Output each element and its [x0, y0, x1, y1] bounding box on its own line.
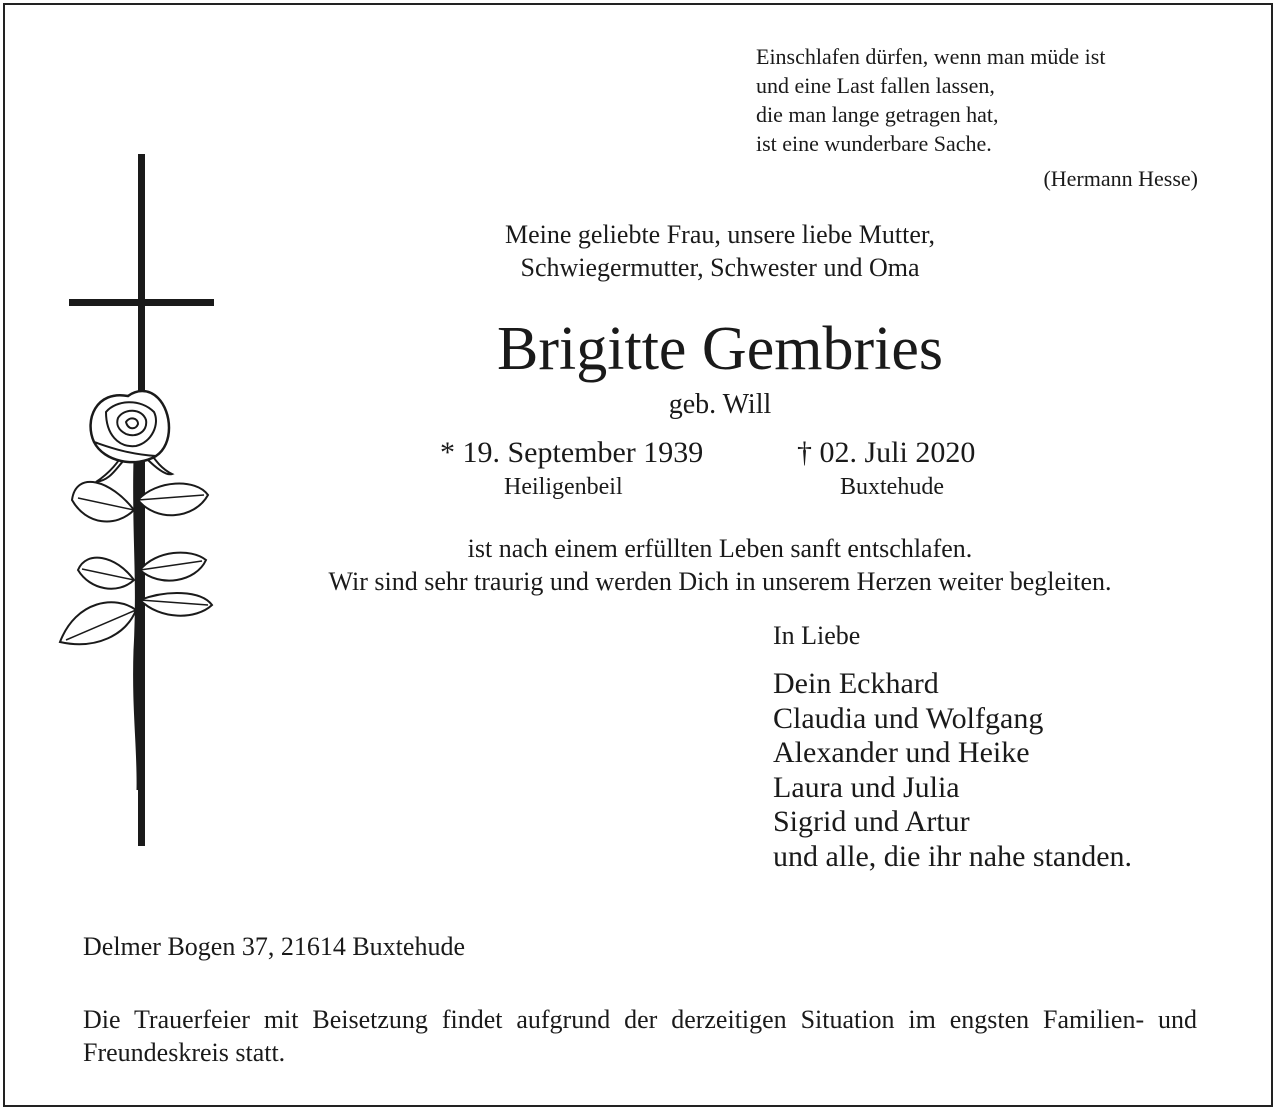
intro-text [250, 218, 1190, 284]
family-member: Alexander und Heike [773, 736, 1030, 769]
address: Delmer Bogen 37, 21614 Buxtehude [83, 932, 465, 961]
quote-line: und eine Last fallen lassen, [756, 73, 995, 98]
cross-rose-illustration [56, 150, 221, 850]
in-love-label: In Liebe [773, 621, 861, 650]
intro-line: Meine geliebte Frau, unsere liebe Mutter, [505, 220, 935, 249]
family-member: Dein Eckhard [773, 667, 939, 700]
rose-icon [60, 391, 212, 790]
message-line: Wir sind sehr traurig und werden Dich in unserem Herzen weiter begleiten. [328, 567, 1112, 596]
family-member: Sigrid und Artur [773, 805, 970, 838]
family-member: und alle, die ihr nahe standen. [773, 839, 1133, 873]
message-line: ist nach einem erfüllten Leben sanft entschlafen. [467, 534, 973, 563]
hesse-quote [756, 42, 1202, 158]
family-member: Claudia und Wolfgang [773, 701, 1044, 735]
quote-author: (Hermann Hesse) [1043, 166, 1198, 191]
quote-line: die man lange getragen hat, [756, 102, 999, 127]
death-place: Buxtehude [840, 474, 944, 500]
family-member: Laura und Julia [773, 770, 960, 804]
quote-line: ist eine wunderbare Sache. [756, 131, 992, 156]
birth-date: * 19. September 1939 [440, 436, 704, 469]
funeral-notice: Die Trauerfeier mit Beisetzung findet aufgrund der derzeitigen Situation im engsten Familien- und Freundeskreis statt. [83, 1005, 1197, 1067]
birth-place: Heiligenbeil [504, 474, 623, 500]
deceased-name: Brigitte Gembries [497, 315, 943, 383]
message-text [220, 532, 1220, 598]
intro-line: Schwiegermutter, Schwester und Oma [520, 253, 920, 282]
quote-line: Einschlafen dürfen, wenn man müde ist [756, 44, 1106, 69]
death-date: † 02. Juli 2020 [797, 436, 976, 469]
maiden-name: geb. Will [668, 389, 772, 420]
family-list [773, 667, 1132, 874]
